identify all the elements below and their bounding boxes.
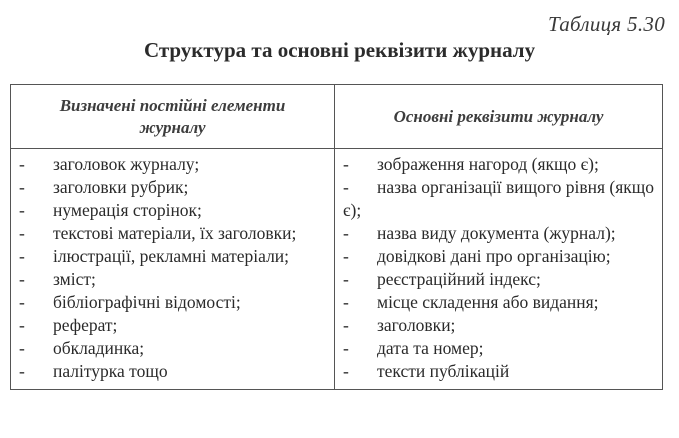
list-item: - заголовки; [343,315,456,335]
list-item-text: місце складення або видання; [377,292,599,312]
table-number: Таблиця 5.30 [548,12,665,36]
list-item: - зміст; [19,269,96,289]
list-item: - бібліографічні відомості; [19,292,241,312]
list-item: - палітурка тощо [19,361,168,381]
list-item: - назва організації вищого рівня (якщо є); [343,177,655,220]
list-item-text: тексти публікацій [377,361,510,381]
list-item-text: палітурка тощо [53,361,168,381]
list-item-text: заголовки рубрик; [53,177,189,197]
list-item: - ілюстрації, рекламні матеріали; [19,246,290,266]
list-item-text: зміст; [53,269,96,289]
list-item: - текстові матеріали, їх заголовки; [19,223,297,243]
requisites-cell [335,149,663,390]
list-item: - дата та номер; [343,338,484,358]
list-item-text: зображення нагород (якщо є); [377,154,599,174]
column-header-elements: Визначені постійні елементи журналу [11,85,335,149]
requisites-table [10,84,663,390]
list-item-text: текстові матеріали, їх заголовки; [53,223,297,243]
list-item-text: довідкові дані про організацію; [377,246,611,266]
list-item: - довідкові дані про організацію; [343,246,611,266]
list-item-text: ілюстрації, рекламні матеріали; [53,246,290,266]
elements-list [19,153,328,383]
list-item: - заголовок журналу; [19,154,200,174]
list-item: - заголовки рубрик; [19,177,189,197]
list-item: - зображення нагород (якщо є); [343,154,599,174]
list-item-text: обкладинка; [53,338,145,358]
list-item-text: назва організації вищого рівня (якщо є); [343,177,655,220]
list-item-text: бібліографічні відомості; [53,292,241,312]
list-item: - назва виду документа (журнал); [343,223,616,243]
table-title: Структура та основні реквізити журналу [143,38,536,62]
list-item: - нумерація сторінок; [19,200,202,220]
list-item: - місце складення або видання; [343,292,599,312]
list-item-text: назва виду документа (журнал); [377,223,616,243]
list-item-text: дата та номер; [377,338,484,358]
list-item-text: реферат; [53,315,118,335]
column-header-requisites: Основні реквізити журналу [335,85,663,149]
list-item-text: нумерація сторінок; [53,200,202,220]
table-row [11,149,663,390]
list-item: - обкладинка; [19,338,145,358]
list-item: - реєстраційний індекс; [343,269,541,289]
requisites-list [343,153,656,383]
table-header-row [11,85,663,149]
list-item: - реферат; [19,315,118,335]
elements-cell [11,149,335,390]
list-item-text: реєстраційний індекс; [377,269,541,289]
list-item-text: заголовок журналу; [53,154,200,174]
list-item: - тексти публікацій [343,361,510,381]
list-item-text: заголовки; [377,315,456,335]
